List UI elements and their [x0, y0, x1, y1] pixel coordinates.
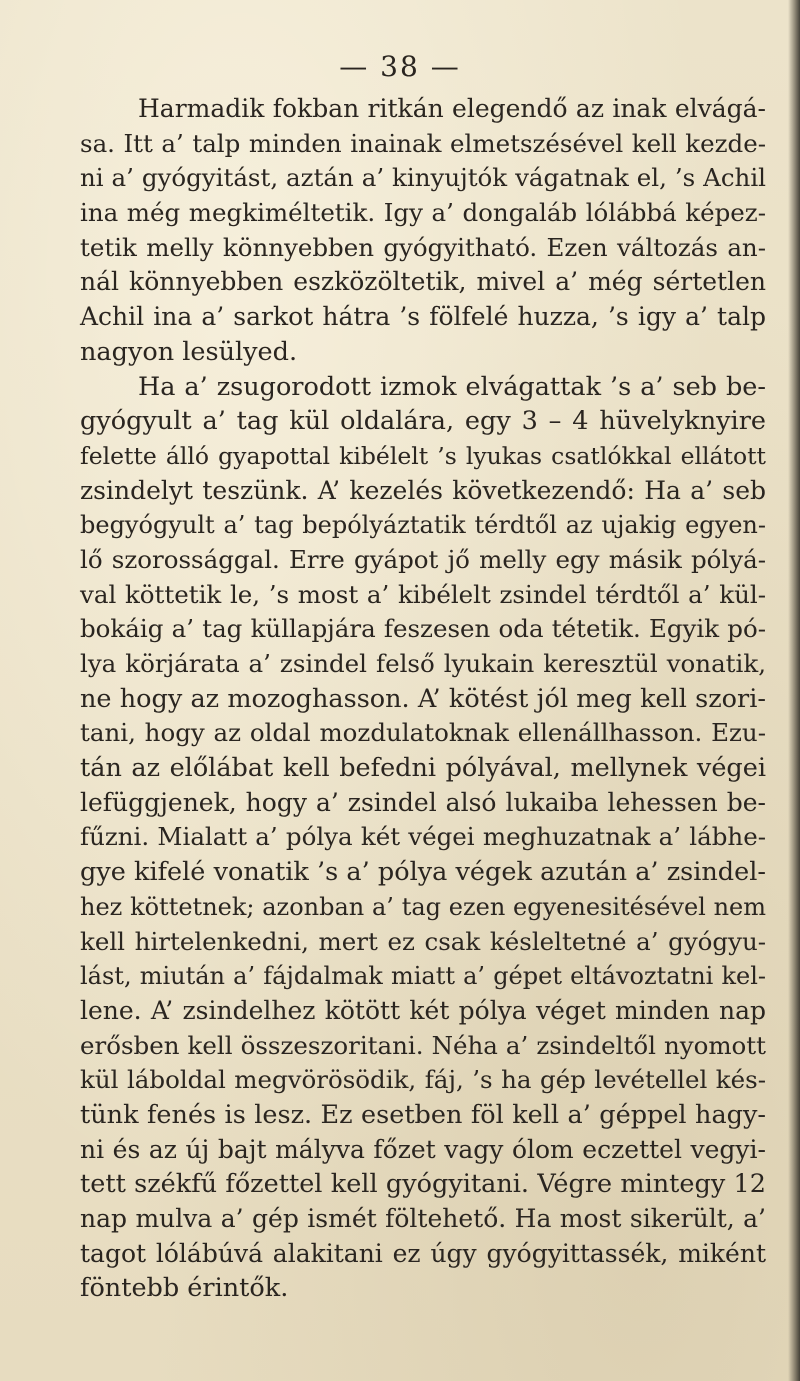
text-line: föntebb érintők.	[80, 1273, 289, 1304]
text-line: kül láboldal megvörösödik, fáj, ’s ha gép levétellel kés-	[80, 1065, 766, 1095]
text-line: Ha a’ zsugorodott izmok elvágattak ’s a’ seb be-	[138, 371, 766, 402]
text-line: lő szorossággal. Erre gyápot jő melly egy másik pólyá-	[80, 544, 766, 574]
page-number-header: — 38 —	[339, 50, 461, 83]
text-line: lást, miután a’ fájdalmak miatt a’ gépet eltávoztatni kel-	[80, 962, 766, 991]
text-line: tünk fenés is lesz. Ez esetben föl kell a’ géppel hagy-	[80, 1099, 766, 1130]
text-line: fűzni. Mialatt a’ pólya két végei meghuzatnak a’ lábhe-	[80, 822, 766, 852]
text-line: Harmadik fokban ritkán elegendő az inak elvágá-	[138, 94, 766, 123]
text-line: lya körjárata a’ zsindel felső lyukain keresztül vonatik,	[80, 649, 766, 678]
text-line: kell hirtelenkedni, mert ez csak késleltetné a’ gyógyu-	[80, 926, 766, 956]
text-line: lene. A’ zsindelhez kötött két pólya véget minden nap	[80, 995, 766, 1025]
text-line: ni a’ gyógyitást, aztán a’ kinyujtók vágatnak el, ’s Achil	[80, 163, 766, 193]
body-text	[80, 92, 766, 1306]
text-line: bokáig a’ tag küllapjára feszesen oda tétetik. Egyik pó-	[80, 614, 766, 644]
text-line: zsindelyt teszünk. A’ kezelés következendő: Ha a’ seb	[80, 475, 766, 505]
text-line: val köttetik le, ’s most a’ kibélelt zsindel térdtől a’ kül-	[80, 579, 766, 609]
text-line: Achil ina a’ sarkot hátra ’s fölfelé huzza, ’s igy a’ talp	[80, 302, 766, 332]
text-line: begyógyult a’ tag bepólyáztatik térdtől az ujakig egyen-	[80, 511, 766, 540]
text-line: tani, hogy az oldal mozdulatoknak ellenállhasson. Ezu-	[80, 718, 766, 748]
text-line: tett székfű főzettel kell gyógyitani. Végre mintegy 12	[80, 1169, 766, 1200]
text-line: hez köttetnek; azonban a’ tag ezen egyenesitésével nem	[80, 892, 766, 921]
text-line: lefüggjenek, hogy a’ zsindel alsó lukaiba lehessen be-	[80, 787, 766, 817]
text-line: felette álló gyapottal kibélelt ’s lyukas csatlókkal ellátott	[80, 441, 766, 470]
text-line: nál könnyebben eszközöltetik, mivel a’ még sértetlen	[80, 267, 766, 297]
text-line: gyógyult a’ tag kül oldalára, egy 3 – 4 hüvelyknyire	[80, 406, 766, 437]
page-edge-shadow	[788, 0, 800, 1381]
text-line: erősben kell összeszoritani. Néha a’ zsindeltől nyomott	[80, 1030, 766, 1060]
text-line: tetik melly könnyebben gyógyitható. Ezen változás an-	[80, 232, 766, 262]
text-line: ni és az új bajt mályva főzet vagy ólom eczettel vegyi-	[80, 1134, 766, 1164]
text-line: gye kifelé vonatik ’s a’ pólya végek azután a’ zsindel-	[80, 857, 766, 888]
text-line: nagyon lesülyed.	[80, 336, 298, 367]
text-line: ina még megkiméltetik. Igy a’ dongaláb lólábbá képez-	[80, 198, 766, 228]
text-line: sa. Itt a’ talp minden inainak elmetszésével kell kezde-	[80, 128, 766, 158]
text-line: ne hogy az mozoghasson. A’ kötést jól meg kell szori-	[80, 683, 766, 714]
text-line: tagot lólábúvá alakitani ez úgy gyógyittassék, miként	[80, 1238, 766, 1268]
text-line: tán az előlábat kell befedni pólyával, mellynek végei	[80, 753, 766, 784]
text-line: nap mulva a’ gép ismét föltehető. Ha most sikerült, a’	[80, 1204, 766, 1233]
